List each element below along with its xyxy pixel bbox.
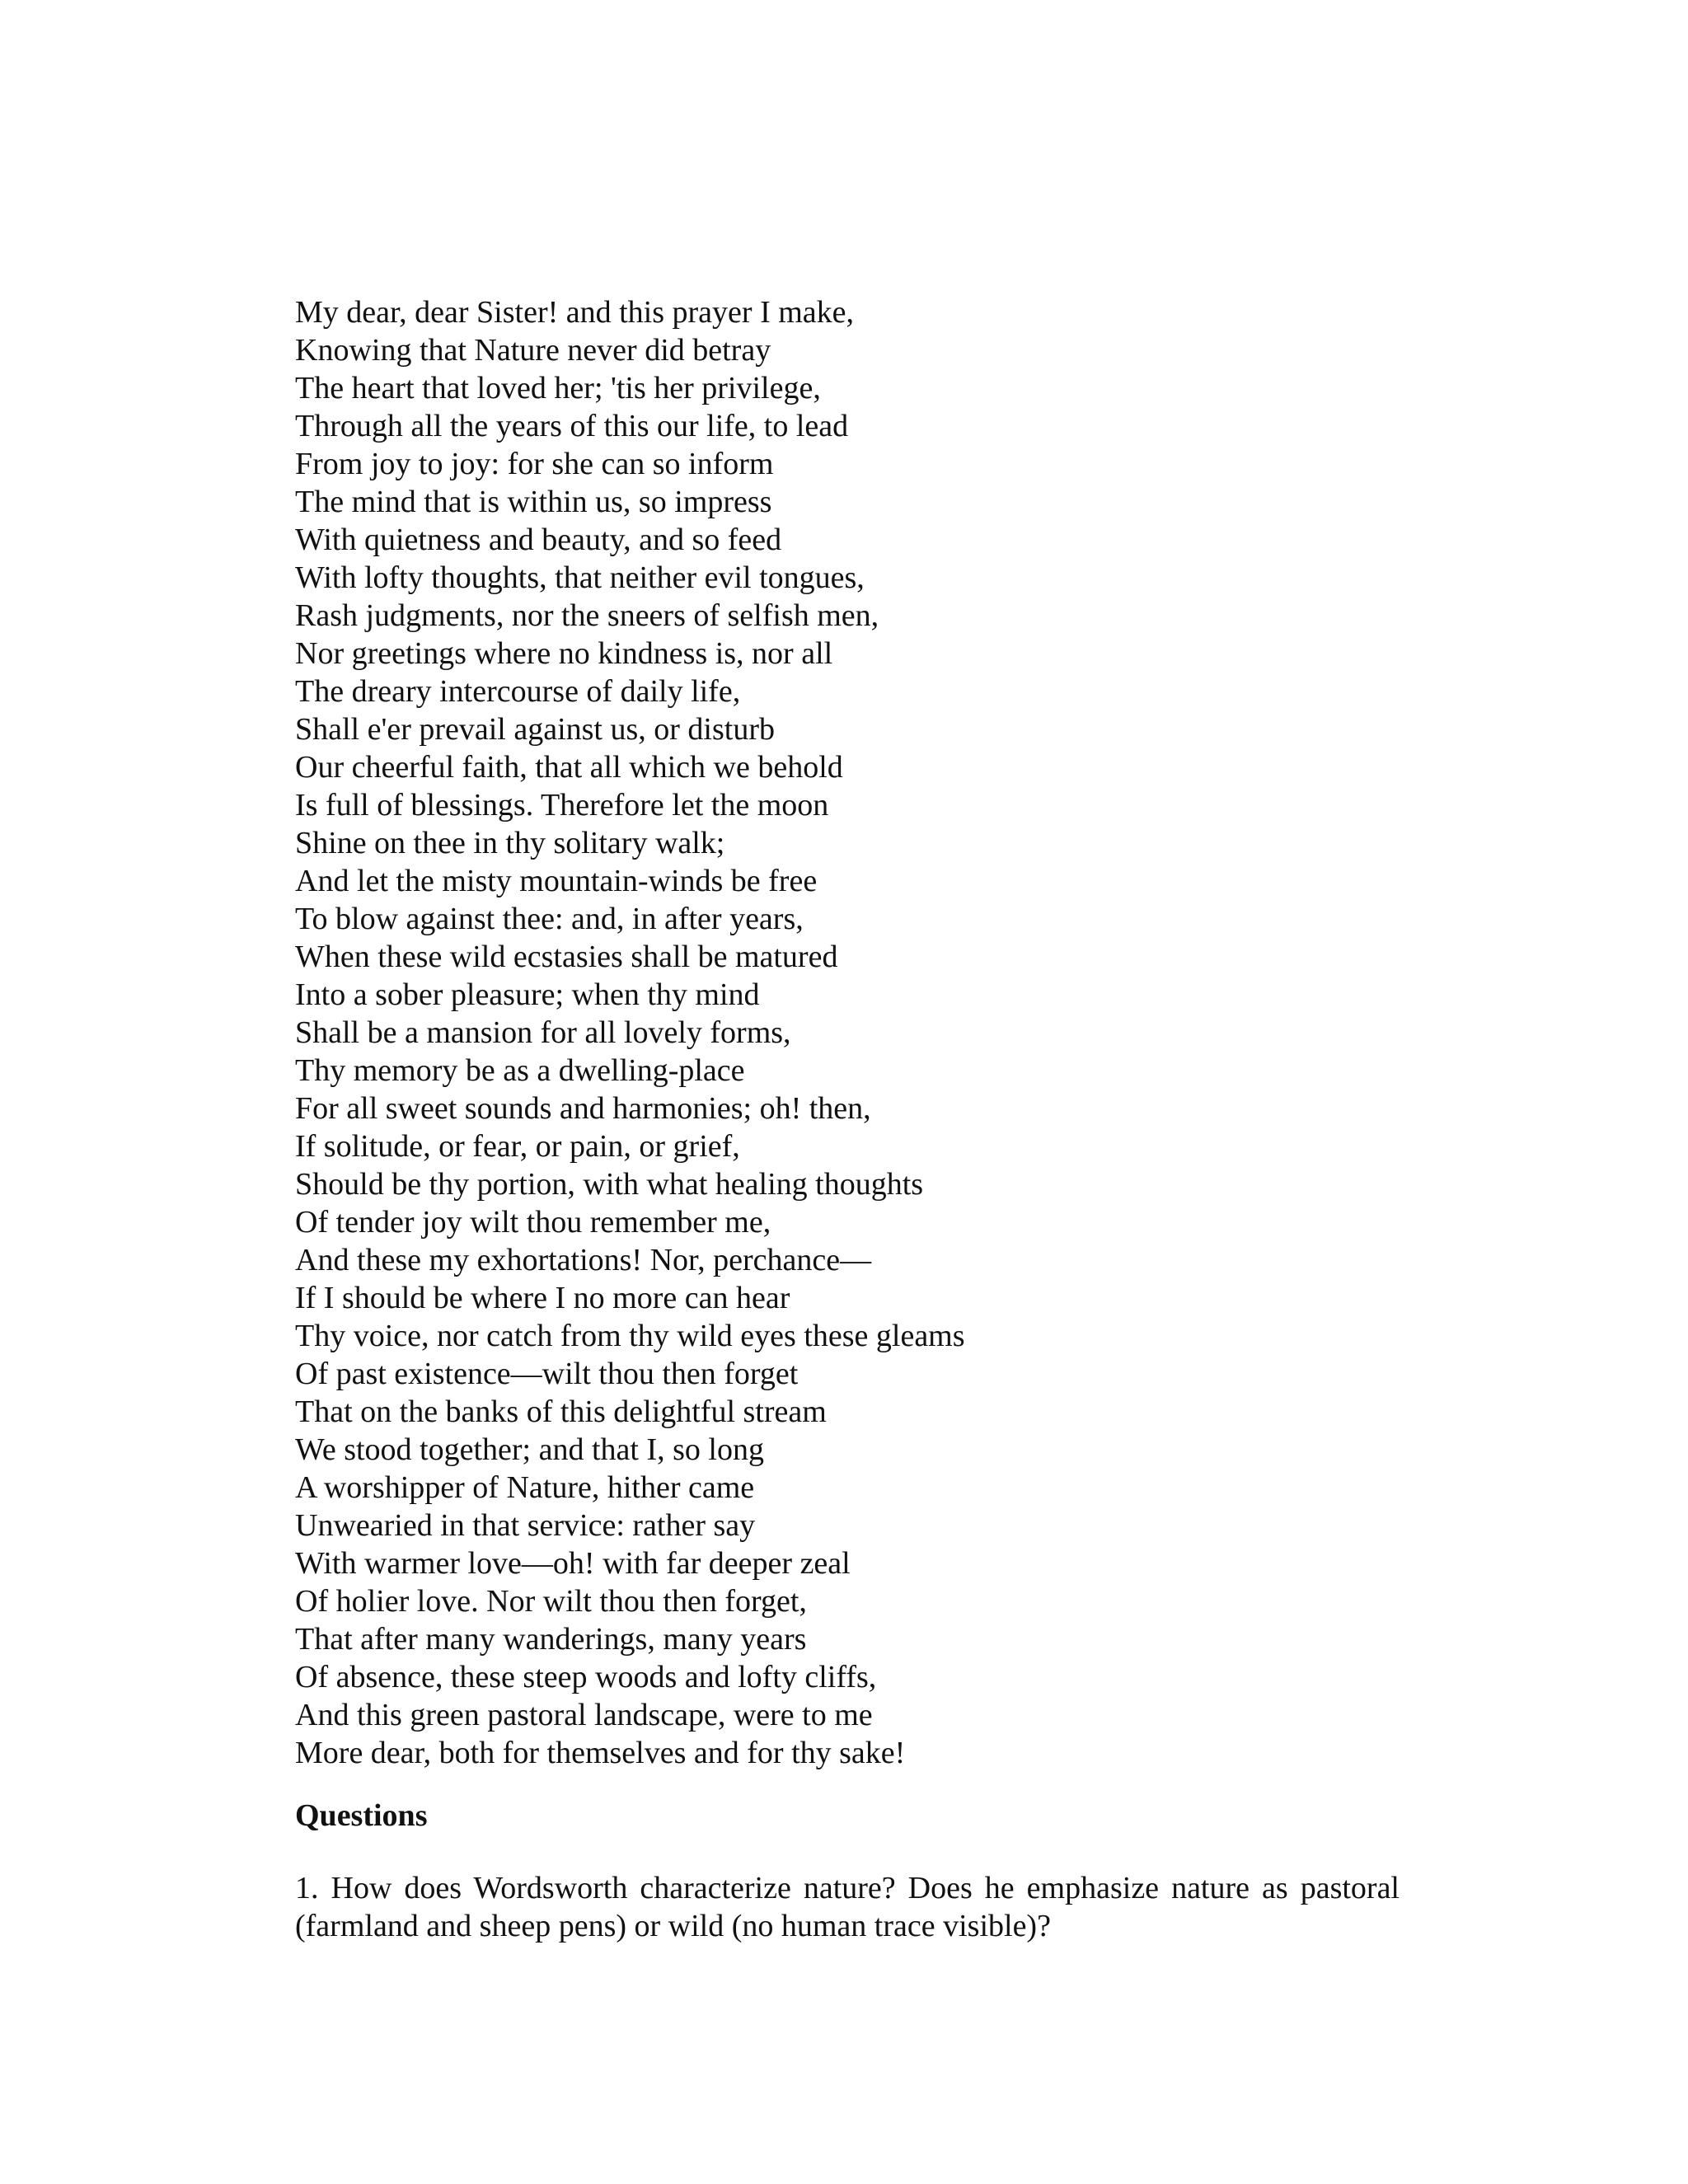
poem-line: Thy voice, nor catch from thy wild eyes these gleams xyxy=(295,1319,965,1353)
poem-line: For all sweet sounds and harmonies; oh! then, xyxy=(295,1091,871,1126)
poem-line: And let the misty mountain-winds be free xyxy=(295,864,818,898)
poem-line: Knowing that Nature never did betray xyxy=(295,333,771,368)
poem-line: Shall be a mansion for all lovely forms, xyxy=(295,1015,791,1050)
poem-line: Through all the years of this our life, to lead xyxy=(295,409,849,443)
poem-line: More dear, both for themselves and for thy sake! xyxy=(295,1736,906,1770)
poem-line: To blow against thee: and, in after years, xyxy=(295,902,804,936)
poem-line: Shall e'er prevail against us, or disturb xyxy=(295,712,775,747)
poem-line: Is full of blessings. Therefore let the moon xyxy=(295,788,829,823)
question-item: 1. How does Wordsworth characterize nature? Does he emphasize nature as pastoral (farmland and sheep pens) or wild (no human trace visible)? xyxy=(295,1871,1400,1943)
questions-heading: Questions xyxy=(295,1798,428,1833)
poem-line: That on the banks of this delightful stream xyxy=(295,1394,827,1429)
poem-line: If solitude, or fear, or pain, or grief, xyxy=(295,1129,740,1164)
poem-line: Into a sober pleasure; when thy mind xyxy=(295,977,760,1012)
poem-line: A worshipper of Nature, hither came xyxy=(295,1470,755,1505)
poem-line: Rash judgments, nor the sneers of selfish men, xyxy=(295,598,879,633)
poem-line: With lofty thoughts, that neither evil tongues, xyxy=(295,560,865,595)
poem-line: Of absence, these steep woods and lofty cliffs, xyxy=(295,1660,877,1694)
poem-line: We stood together; and that I, so long xyxy=(295,1432,764,1467)
poem-line: Should be thy portion, with what healing thoughts xyxy=(295,1167,924,1202)
poem-line: If I should be where I no more can hear xyxy=(295,1281,790,1315)
poem-line: Shine on thee in thy solitary walk; xyxy=(295,826,725,860)
poem-line: Of holier love. Nor wilt thou then forget, xyxy=(295,1584,807,1619)
poem-line: And these my exhortations! Nor, perchance— xyxy=(295,1243,872,1277)
poem-line: The mind that is within us, so impress xyxy=(295,485,772,519)
poem-line: Nor greetings where no kindness is, nor all xyxy=(295,636,833,671)
poem-line: That after many wanderings, many years xyxy=(295,1622,807,1657)
poem-line: Of tender joy wilt thou remember me, xyxy=(295,1205,771,1240)
poem-line: Of past existence—wilt thou then forget xyxy=(295,1357,799,1391)
poem-line: Unwearied in that service: rather say xyxy=(295,1508,756,1543)
poem-line: The heart that loved her; 'tis her privilege, xyxy=(295,371,821,405)
poem-line: With warmer love—oh! with far deeper zeal xyxy=(295,1546,851,1581)
poem-line: From joy to joy: for she can so inform xyxy=(295,447,774,481)
poem-line: My dear, dear Sister! and this prayer I make, xyxy=(295,295,855,330)
poem-line: The dreary intercourse of daily life, xyxy=(295,674,741,709)
poem-line: With quietness and beauty, and so feed xyxy=(295,523,782,557)
poem-line: When these wild ecstasies shall be matured xyxy=(295,940,838,974)
poem-stanza xyxy=(295,293,965,1772)
poem-line: Our cheerful faith, that all which we behold xyxy=(295,750,843,785)
poem-line: Thy memory be as a dwelling-place xyxy=(295,1053,745,1088)
poem-line: And this green pastoral landscape, were to me xyxy=(295,1698,873,1732)
